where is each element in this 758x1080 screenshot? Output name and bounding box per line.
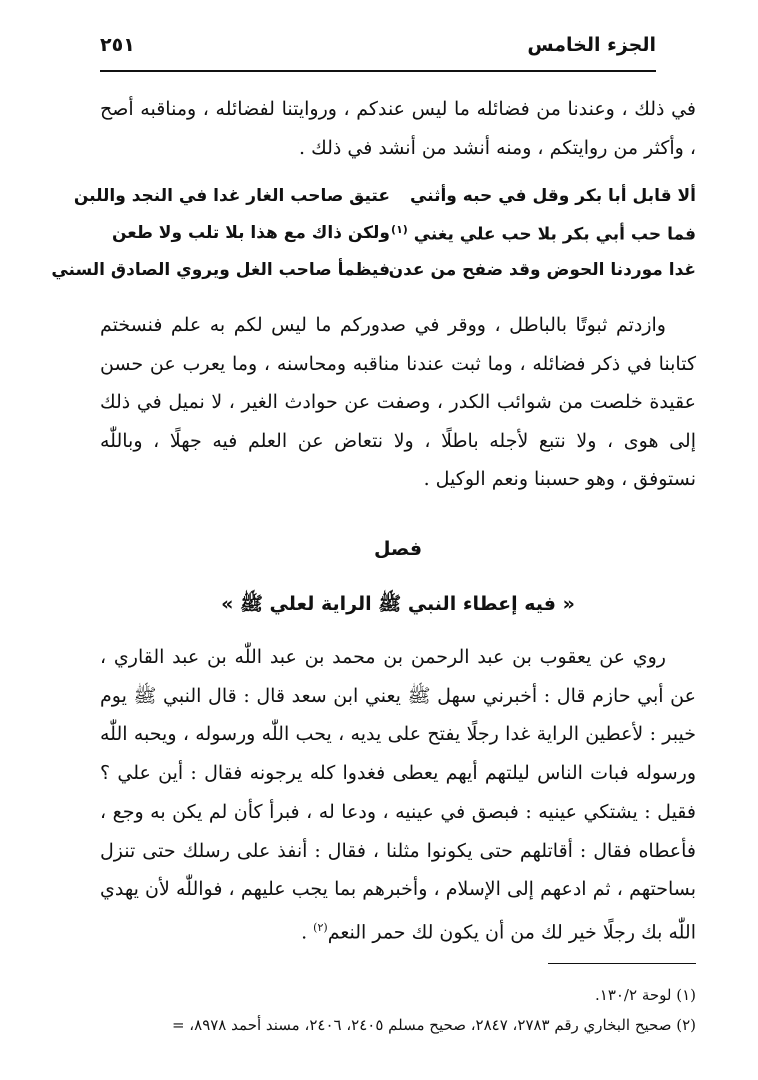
section-subtitle: « فيه إعطاء النبي ﷺ الراية لعلي ﷺ » (221, 593, 575, 615)
poem-verse-3 (51, 260, 696, 297)
footnote-divider (548, 963, 696, 964)
verse-first-hemistich (391, 223, 696, 245)
poem (51, 186, 696, 297)
footnote-marker: (١) (391, 223, 408, 236)
footnote-1: (١) لوحة ١٣٠/٢. (594, 986, 696, 1004)
verse-text: فما حب أبي بكر بلا حب علي يغني (413, 224, 696, 245)
page-number: ٢٥١ (100, 34, 135, 56)
poem-verse-2 (100, 223, 696, 260)
narration-paragraph (100, 638, 696, 952)
verse-first-hemistich: غدا موردنا الحوض وقد ضفح من عدن (388, 260, 696, 280)
footnotes (100, 980, 696, 1040)
page-header (100, 30, 656, 70)
intro-paragraph: في ذلك ، وعندنا من فضائله ما ليس عندكم ، وروايتنا لفضائله ، ومناقبه أصح ، وأكثر من روايتكم ، ومنه أنشد من أنشد في ذلك . (100, 98, 696, 159)
closing-text (100, 306, 696, 499)
narration-end: . (301, 921, 314, 944)
verse-second-hemistich: عتيق صاحب الغار غدا في النجد واللبن (73, 186, 390, 206)
poem-verse-1 (73, 186, 696, 223)
narration-body: روي عن يعقوب بن عبد الرحمن بن محمد بن عبد اللّٰه بن عبد القاري ، عن أبي حازم قال : أخبرني سهل ﷺ يعني ابن سعد قال : قال النبي ﷺ يوم خيبر : لأعطين الراية غدا رجلًا يفتح على يديه ، يحب اللّٰه ورسوله ، ويحبه اللّٰه ورسوله فبات الناس ليلتهم أيهم يعطى فغدوا كله يرجونه فقال : أين علي ؟ فقيل : يشتكي عينيه : فبصق في عينيه ، ودعا له ، فبرأ كأن لم يكن به وجع ، فأعطاه فقال : أقاتلهم حتى يكونوا مثلنا ، فقال : أنفذ على رسلك حتى تنزل بساحتهم ، ثم ادعهم إلى الإسلام ، وأخبرهم بما يجب عليهم ، فواللّٰه لأن يهدي اللّٰه بك رجلًا خير لك من أن يكون لك حمر النعم (100, 646, 696, 944)
verse-first-hemistich: ألا قابل أبا بكر وقل في حبه وأثني (409, 186, 696, 206)
running-title: الجزء الخامس (527, 34, 656, 56)
closing-paragraph: وازدتم ثبوتًا بالباطل ، ووقر في صدوركم ما ليس لكم به علم فنسختم كتابنا في ذكر فضائله ، وما ثبت عندنا مناقبه ومحاسنه ، وما يعرب عن حسن عقيدة خلصت من شوائب الكدر ، وصفت عن حوادث الغير ، لا نميل في ذلك إلى هوى ، ولا نتبع لأجله باطلًا ، ولا نتعاض عن العلم فيه جهلًا ، وباللّٰه نستوفق ، وهو حسبنا ونعم الوكيل . (100, 314, 696, 490)
verse-second-hemistich: فيظمأ صاحب الغل ويروي الصادق السني (51, 260, 390, 280)
section-title: فصل (373, 538, 423, 560)
verse-second-hemistich: ولكن ذاك مع هذا بلا تلب ولا طعن (111, 223, 390, 243)
intro-text (100, 90, 696, 167)
footnote-2: (٢) صحيح البخاري رقم ٢٧٨٣، ٢٨٤٧، صحيح مسلم ٢٤٠٥، ٢٤٠٦، مسند أحمد ٨٩٧٨، = (171, 1016, 696, 1034)
narration-text (100, 638, 696, 952)
footnote-marker: (٢) (313, 920, 328, 934)
header-divider (100, 70, 656, 72)
